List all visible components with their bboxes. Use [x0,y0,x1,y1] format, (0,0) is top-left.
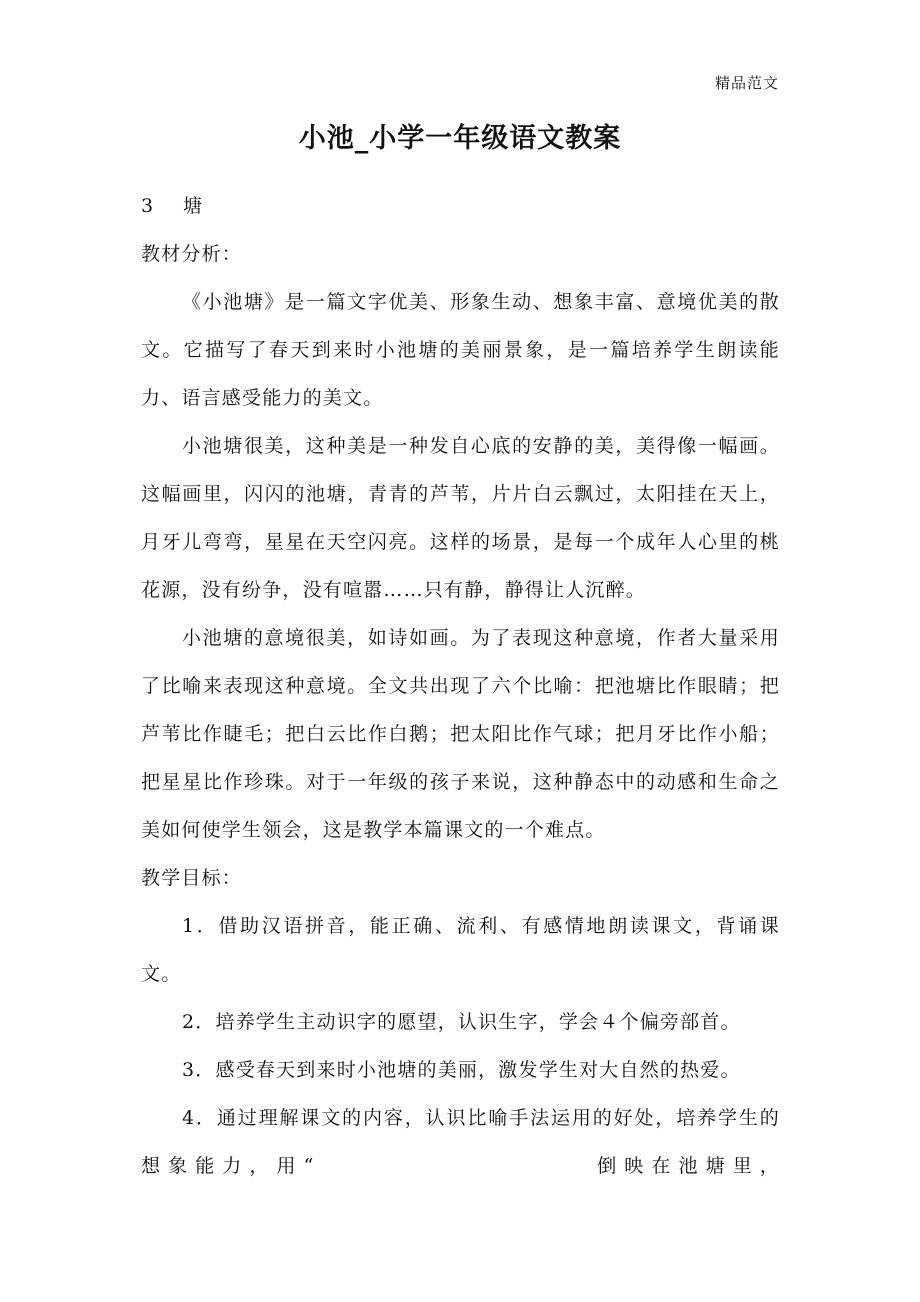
section-heading-goals: 教学目标： [141,867,243,889]
header-label: 精品范文 [714,74,779,92]
document-body [141,182,780,1190]
page-title: 小池_小学一年级语文教案 [298,123,622,154]
lesson-heading [141,182,780,230]
lesson-name: 塘 [183,195,204,217]
paragraph-2: 小池塘很美，这种美是一种发自心底的安静的美，美得像一幅画。这幅画里，闪闪的池塘，青青的芦苇，片片白云飘过，太阳挂在天上，月牙儿弯弯，星星在天空闪亮。这样的场景，是每一个成年人心里的桃花源，没有纷争，没有喧嚣……只有静，静得让人沉醉。 [141,435,780,601]
goal-4: 4．通过理解课文的内容，认识比喻手法运用的好处，培养学生的想象能力，用“ 倒映在池塘里， [141,1107,780,1177]
section-heading-analysis: 教材分析： [141,243,243,265]
lesson-number: 3 [141,195,155,217]
paragraph-3: 小池塘的意境很美，如诗如画。为了表现这种意境，作者大量采用了比喻来表现这种意境。全文共出现了六个比喻：把池塘比作眼睛；把芦苇比作睫毛；把白云比作白鹅；把太阳比作气球；把月牙比作小船；把星星比作珍珠。对于一年级的孩子来说，这种静态中的动感和生命之美如何使学生领会，这是教学本篇课文的一个难点。 [141,627,780,841]
goal-3: 3．感受春天到来时小池塘的美丽，激发学生对大自然的热爱。 [182,1059,741,1081]
paragraph-1: 《小池塘》是一篇文字优美、形象生动、想象丰富、意境优美的散文。它描写了春天到来时小池塘的美丽景象，是一篇培养学生朗读能力、语言感受能力的美文。 [141,291,780,409]
goal-2: 2．培养学生主动识字的愿望，认识生字，学会４个偏旁部首。 [182,1011,741,1033]
goal-1: 1．借助汉语拼音，能正确、流利、有感情地朗读课文，背诵课文。 [141,915,780,985]
